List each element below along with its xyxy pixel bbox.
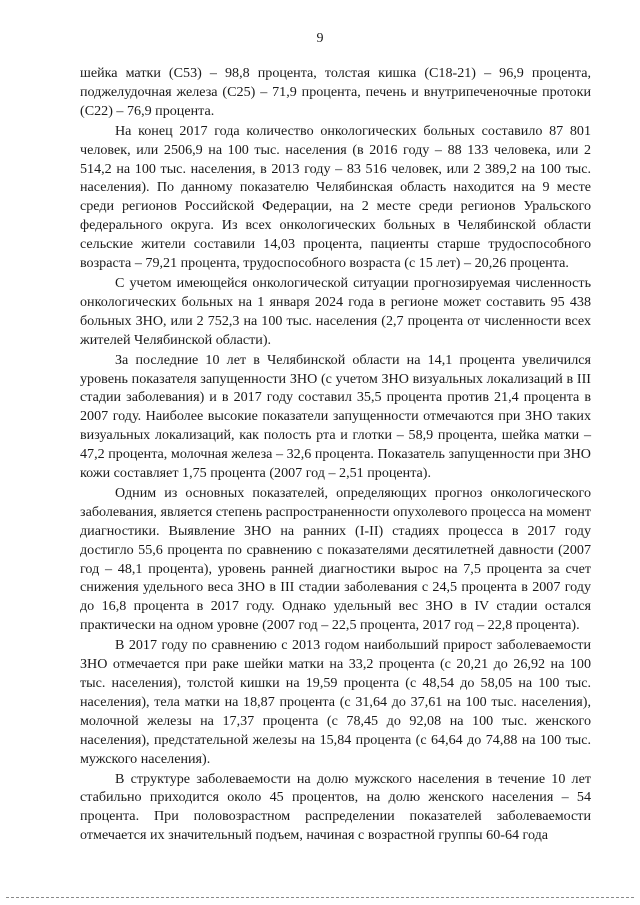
paragraph-gender-structure: В структуре заболеваемости на долю мужского населения в течение 10 лет стабильно приходится около 45 процентов, на долю женского населения – 54 процента. При половозрастном распределении показателей заболеваемости отмечается их значительный подъем, начиная с возрастной группы 60-64 года <box>80 770 591 844</box>
paragraph-early-diagnosis: Одним из основных показателей, определяющих прогноз онкологического заболевания, является степень распространенности опухолевого процесса на момент диагностики. Выявление ЗНО на ранних (I-II) стадиях процесса в 2017 году достигло 55,6 процента по сравнению с показателями десятилетней давности (2007 год – 48,1 процента), уровень ранней диагностики вырос на 7,5 процента за счет снижения удельного веса ЗНО в III стадии заболевания с 24,5 процента в 2007 году до 16,8 процента в 2017 году. Однако удельный вес ЗНО в IV стадии остался практически на одном уровне (2007 год – 22,5 процента, 2017 год – 22,8 процента). <box>80 484 591 634</box>
paragraph-neglect-rate: За последние 10 лет в Челябинской области на 14,1 процента увеличился уровень показателя запущенности ЗНО (с учетом ЗНО визуальных локализаций в III стадии заболевания) и в 2017 году составил 35,5 процента против 21,4 процента в 2007 году. Наиболее высокие показатели запущенности отмечаются при ЗНО таких визуальных локализаций, как полость рта и глотки – 58,9 процента, шейка матки – 47,2 процента, молочная железа – 32,6 процента. Показатель запущенности при ЗНО кожи составляет 1,75 процента (2007 год – 2,51 процента). <box>80 351 591 482</box>
body-text <box>80 64 591 846</box>
paragraph-forecast: С учетом имеющейся онкологической ситуации прогнозируемая численность онкологических больных на 1 января 2024 года в регионе может составить 95 438 больных ЗНО, или 2 752,3 на 100 тыс. населения (2,7 процента от численности всех жителей Челябинской области). <box>80 274 591 348</box>
paragraph-survival-rates: шейка матки (С53) – 98,8 процента, толстая кишка (С18-21) – 96,9 процента, поджелудочная железа (С25) – 71,9 процента, печень и внутрипеченочные протоки (С22) – 76,9 процента. <box>80 65 591 119</box>
paragraph-incidence-growth: В 2017 году по сравнению с 2013 годом наибольший прирост заболеваемости ЗНО отмечается при раке шейки матки на 33,2 процента (с 20,21 до 26,92 на 100 тыс. населения), толстой кишки на 19,59 процента (с 48,54 до 58,05 на 100 тыс. населения), тела матки на 18,87 процента (с 31,64 до 37,61 на 100 тыс. населения), молочной железы на 17,37 процента (с 78,45 до 92,08 на 100 тыс. женского населения), предстательной железы на 15,84 процента (с 64,64 до 74,88 на 100 тыс. мужского населения). <box>80 637 591 767</box>
bottom-divider <box>6 897 634 898</box>
paragraph-patient-count: На конец 2017 года количество онкологических больных составило 87 801 человек, или 2506,9 на 100 тыс. населения (в 2016 году – 88 133 человека, или 2 514,2 на 100 тыс. населения, в 2013 году – 83 516 человек, или 2 389,2 на 100 тыс. населения). По данному показателю Челябинская область находится на 9 месте среди регионов Российской Федерации, на 2 месте среди регионов Уральского федерального округа. Из всех онкологических больных в Челябинской области сельские жители составили 14,03 процента, пациенты старше трудоспособного возраста – 79,21 процента, трудоспособного возраста (с 15 лет) – 20,26 процента. <box>80 122 591 272</box>
page-number: 9 <box>316 31 324 46</box>
